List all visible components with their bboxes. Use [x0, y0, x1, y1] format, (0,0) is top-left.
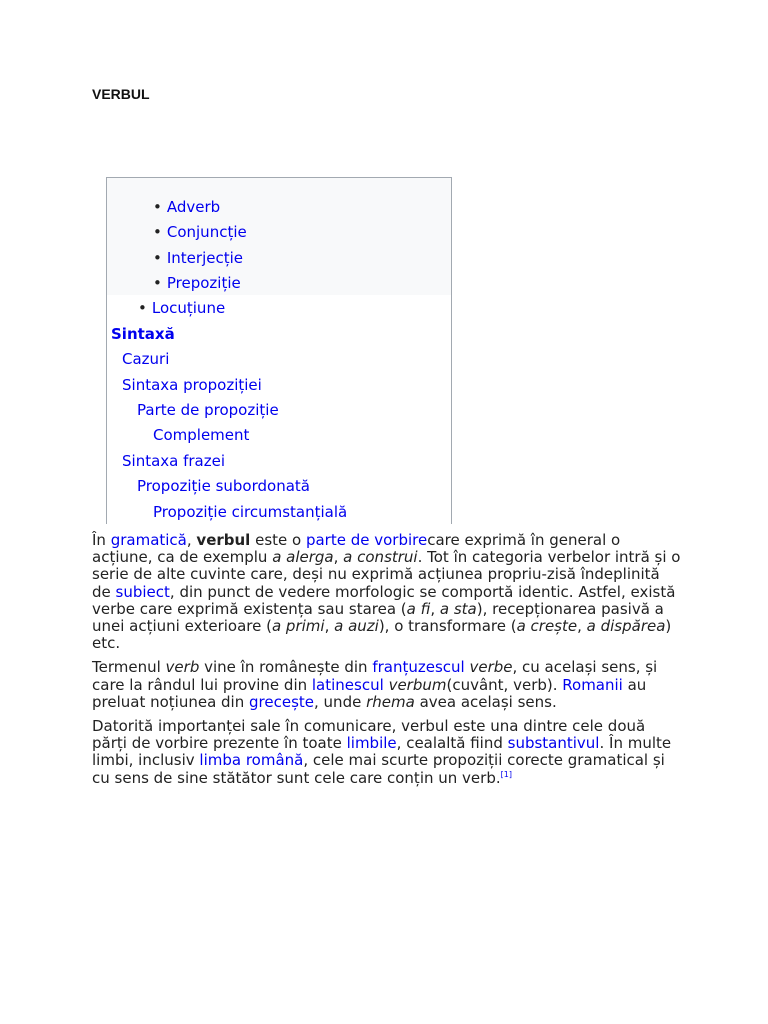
navbox: [106, 177, 452, 524]
navbox-item-sintaxa-frazei: [122, 452, 225, 470]
navbox-item-propozitie-circumstantiala: [153, 503, 347, 521]
text: vine în românește din: [199, 658, 373, 677]
navbox-item-adverb: [153, 198, 220, 216]
conjunctie-link[interactable]: Conjuncție: [166, 223, 247, 241]
limba-romana-link[interactable]: limba română: [199, 751, 304, 770]
gramatica-link[interactable]: gramatică: [110, 531, 187, 549]
page-title: VERBUL: [92, 86, 150, 102]
text: , unde: [314, 692, 367, 711]
navbox-item-locutiune: [138, 299, 225, 317]
term-italic: verbe: [469, 658, 513, 677]
sintaxa-propozitiei-link[interactable]: Sintaxa propoziției: [122, 376, 262, 394]
text: ) etc.: [92, 617, 672, 653]
text: ,: [333, 548, 344, 567]
adverb-link[interactable]: Adverb: [166, 198, 221, 216]
text: avea același sens.: [414, 692, 557, 711]
navbox-item-parte-de-propozitie: [137, 401, 279, 419]
navbox-item-sintaxa-propozitiei: [122, 376, 262, 394]
text: ), o transformare (: [378, 617, 517, 636]
greceste-link[interactable]: grecește: [249, 692, 315, 711]
propozitie-circumstantiala-link[interactable]: Propoziție circumstanțială: [153, 503, 348, 521]
text: ,: [577, 617, 587, 636]
bold-term-verbul: verbul: [196, 531, 251, 549]
text: În: [92, 531, 111, 549]
example-italic: a auzi: [334, 617, 379, 636]
text: ,: [324, 617, 335, 636]
bullet: •: [138, 299, 147, 317]
frantuzescul-link[interactable]: franțuzescul: [372, 658, 465, 677]
bullet: •: [153, 223, 162, 241]
paragraph-etymology: [92, 659, 682, 711]
sintaxa-frazei-link[interactable]: Sintaxa frazei: [122, 452, 226, 470]
navbox-item-complement: [153, 426, 249, 444]
parte-de-vorbire-link[interactable]: parte de vorbire: [305, 531, 428, 549]
romanii-link[interactable]: Romanii: [562, 675, 623, 694]
example-italic: a crește: [516, 617, 578, 636]
propozitie-subordonata-link[interactable]: Propoziție subordonată: [137, 477, 310, 495]
text: . În multe limbi, inclusiv: [92, 734, 672, 770]
example-italic: a primi: [271, 617, 325, 636]
bullet: •: [153, 249, 162, 267]
parte-de-propozitie-link[interactable]: Parte de propoziție: [137, 401, 279, 419]
latinescul-link[interactable]: latinescul: [311, 675, 384, 694]
navbox-item-cazuri: [122, 350, 169, 368]
article-body: [92, 532, 682, 794]
text: , cele mai scurte propoziții corecte gramatical și cu sens de sine stătător sunt cele care conțin un verb.: [92, 751, 665, 787]
navbox-item-propozitie-subordonata: [137, 477, 310, 495]
sintaxa-link[interactable]: Sintaxă: [111, 325, 175, 343]
paragraph-importance: [92, 718, 682, 787]
limbile-link[interactable]: limbile: [346, 734, 397, 753]
cazuri-link[interactable]: Cazuri: [122, 350, 170, 368]
term-italic: verb: [165, 658, 200, 677]
text: ,: [430, 599, 440, 618]
bullet: •: [153, 274, 162, 292]
text: ,: [186, 531, 197, 549]
substantivul-link[interactable]: substantivul: [507, 734, 600, 753]
locutiune-link[interactable]: Locuțiune: [151, 299, 226, 317]
example-italic: a alerga: [272, 548, 334, 567]
example-italic: a fi: [406, 599, 431, 618]
term-italic: verbum: [388, 675, 447, 694]
text: este o: [250, 531, 306, 549]
text: Datorită importanței sale în comunicare, verbul este una dintre cele două părți de vorbire prezente în toate: [92, 717, 646, 753]
complement-link[interactable]: Complement: [153, 426, 250, 444]
paragraph-definition: [92, 532, 682, 652]
example-italic: a sta: [439, 599, 477, 618]
example-italic: a construi: [343, 548, 418, 567]
navbox-item-interjectie: [153, 249, 243, 267]
text: , cu același sens, și care la rândul lui provine din: [92, 658, 658, 694]
text: , cealaltă fiind: [396, 734, 508, 753]
navbox-item-conjunctie: [153, 223, 247, 241]
text: care exprimă în general o acțiune, ca de exemplu: [92, 531, 621, 567]
text: ), recepționarea pasivă a unei acțiuni exterioare (: [92, 599, 664, 636]
term-italic: rhema: [366, 692, 415, 711]
text: (cuvânt, verb).: [446, 675, 563, 694]
subiect-link[interactable]: subiect: [115, 582, 170, 601]
interjectie-link[interactable]: Interjecție: [166, 249, 243, 267]
navbox-item-prepozitie: [153, 274, 241, 292]
text: . Tot în categoria verbelor intră și o serie de alte cuvinte care, deși nu exprimă acțiunea propriu-zisă îndeplinită de: [92, 548, 681, 601]
text: Termenul: [92, 658, 166, 677]
text: , din punct de vedere morfologic se comportă identic. Astfel, există verbe care exprimă existența sau starea (: [92, 582, 676, 618]
reference-link[interactable]: [1]: [500, 769, 512, 779]
navbox-heading-sintaxa: [111, 325, 175, 343]
prepozitie-link[interactable]: Prepoziție: [166, 274, 241, 292]
bullet: •: [153, 198, 162, 216]
example-italic: a dispărea: [586, 617, 666, 636]
text: au preluat noțiunea din: [92, 675, 647, 711]
